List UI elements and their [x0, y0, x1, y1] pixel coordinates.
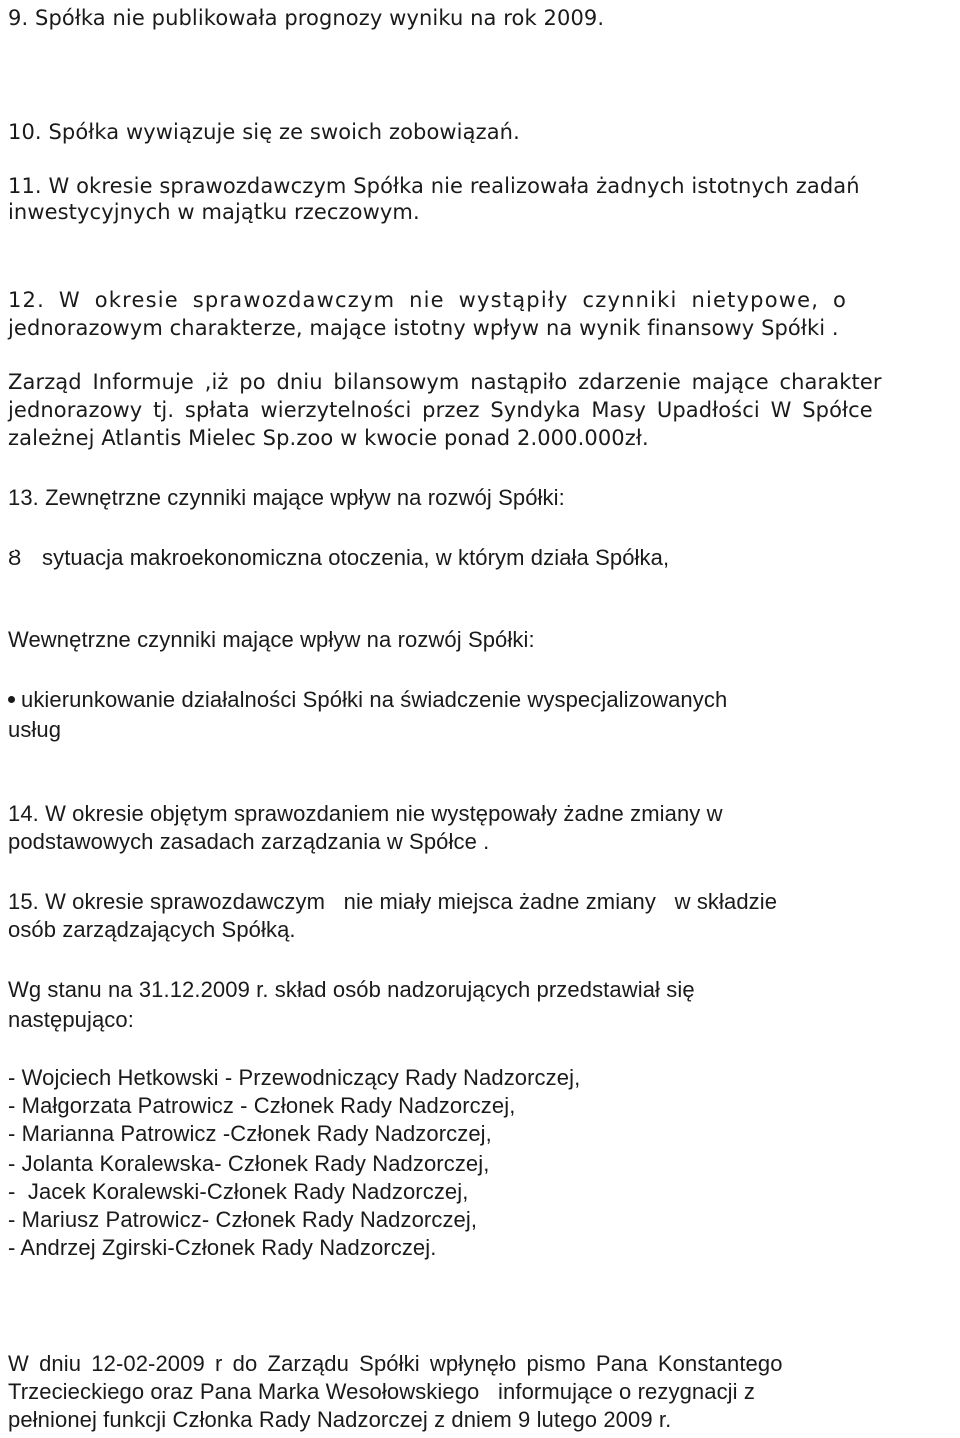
- board-member-3: - Marianna Patrowicz -Członek Rady Nadzorczej,: [8, 1121, 492, 1146]
- resignation-line-2: Trzecieckiego oraz Pana Marka Wesołowskiego informujące o rezygnacji z: [8, 1379, 755, 1404]
- item-9: 9. Spółka nie publikowała prognozy wyniku na rok 2009.: [8, 6, 605, 30]
- item-12-note-line-3: zależnej Atlantis Mielec Sp.zoo w kwocie ponad 2.000.000zł.: [8, 426, 649, 450]
- item-11-line-1: 11. W okresie sprawozdawczym Spółka nie realizowała żadnych istotnych zadań: [8, 174, 860, 198]
- item-12-line-1: 12. W okresie sprawozdawczym nie wystąpiły czynniki nietypowe, o: [8, 288, 848, 312]
- item-14-line-1: 14. W okresie objętym sprawozdaniem nie występowały żadne zmiany w: [8, 801, 723, 826]
- bullet-dot-icon: [8, 696, 15, 703]
- item-14-line-2: podstawowych zasadach zarządzania w Spółce .: [8, 829, 490, 854]
- external-factor-item: [8, 544, 669, 572]
- item-10: 10. Spółka wywiązuje się ze swoich zobowiązań.: [8, 120, 520, 144]
- item-11-line-2: inwestycyjnych w majątku rzeczowym.: [8, 200, 420, 224]
- internal-factor-text-cont: usług: [8, 717, 62, 742]
- board-member-4: - Jolanta Koralewska- Członek Rady Nadzorczej,: [8, 1151, 490, 1176]
- item-12-note-line-1: Zarząd Informuje ,iż po dniu bilansowym nastąpiło zdarzenie mające charakter: [8, 370, 882, 394]
- item-12-note-line-2: jednorazowy tj. spłata wierzytelności przez Syndyka Masy Upadłości W Spółce: [8, 398, 873, 422]
- item-15-line-2: osób zarządzających Spółką.: [8, 917, 296, 942]
- internal-factor-text: ukierunkowanie działalności Spółki na świadczenie wyspecjalizowanych: [21, 687, 728, 712]
- resignation-line-1: W dniu 12-02-2009 r do Zarządu Spółki wpłynęło pismo Pana Konstantego: [8, 1351, 783, 1376]
- board-member-7: - Andrzej Zgirski-Członek Rady Nadzorczej.: [8, 1235, 437, 1260]
- supervisory-intro-line-1: Wg stanu na 31.12.2009 r. skład osób nadzorujących przedstawiał się: [8, 977, 695, 1002]
- item-15-line-1: 15. W okresie sprawozdawczym nie miały miejsca żadne zmiany w składzie: [8, 889, 778, 914]
- bullet-symbol: Ȣ: [8, 545, 22, 570]
- item-12-line-2: jednorazowym charakterze, mające istotny wpływ na wynik finansowy Spółki .: [8, 316, 839, 340]
- board-member-5: - Jacek Koralewski-Członek Rady Nadzorczej,: [8, 1179, 469, 1204]
- board-member-2: - Małgorzata Patrowicz - Członek Rady Nadzorczej,: [8, 1093, 516, 1118]
- external-factor-text: sytuacja makroekonomiczna otoczenia, w którym działa Spółka,: [42, 545, 670, 570]
- internal-factor-item: [8, 686, 727, 714]
- internal-factors-heading: Wewnętrzne czynniki mające wpływ na rozwój Spółki:: [8, 627, 535, 652]
- item-13-heading: 13. Zewnętrzne czynniki mające wpływ na rozwój Spółki:: [8, 485, 565, 510]
- supervisory-intro-line-2: następująco:: [8, 1007, 134, 1032]
- board-member-6: - Mariusz Patrowicz- Członek Rady Nadzorczej,: [8, 1207, 478, 1232]
- board-member-1: - Wojciech Hetkowski - Przewodniczący Rady Nadzorczej,: [8, 1065, 581, 1090]
- resignation-line-3: pełnionej funkcji Członka Rady Nadzorczej z dniem 9 lutego 2009 r.: [8, 1407, 672, 1432]
